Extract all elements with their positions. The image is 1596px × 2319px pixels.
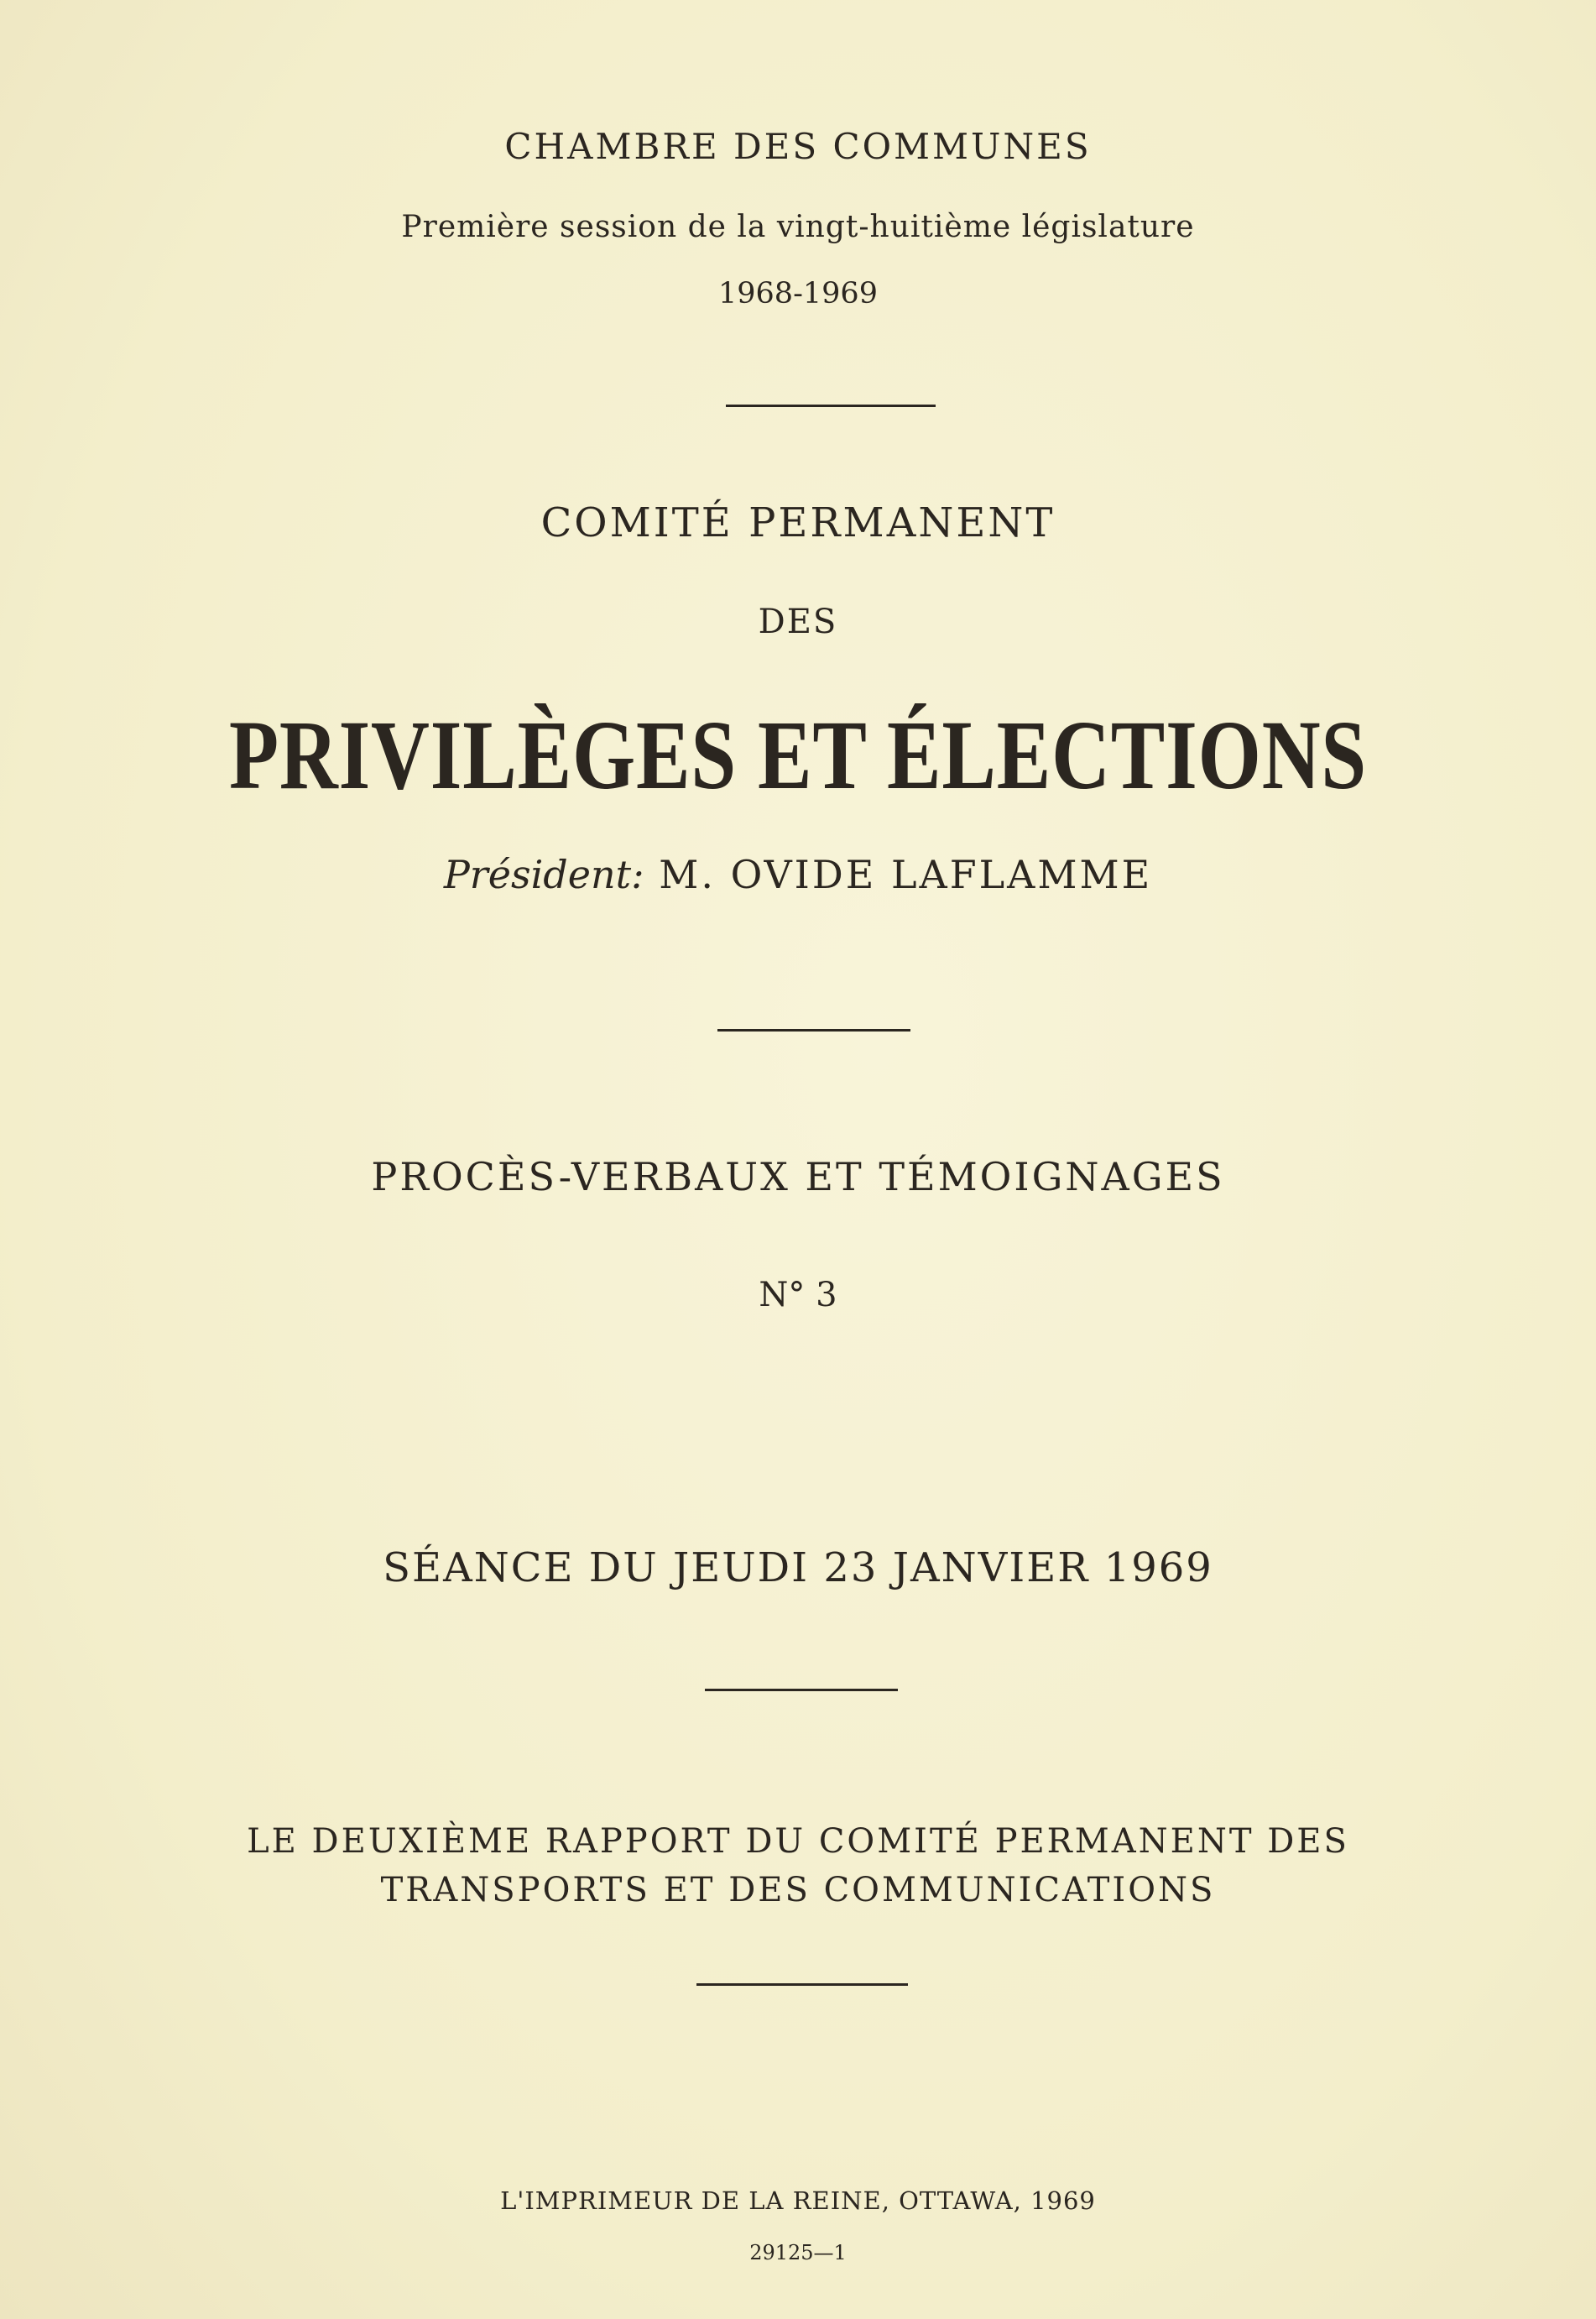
printer-imprint: L'IMPRIMEUR DE LA REINE, OTTAWA, 1969: [500, 2186, 1096, 2215]
president-line: [0, 852, 1596, 897]
house-name: CHAMBRE DES COMMUNES: [504, 126, 1092, 167]
sitting-date: SÉANCE DU JEUDI 23 JANVIER 1969: [383, 1544, 1213, 1591]
print-code: 29125—1: [749, 2241, 847, 2264]
report-line2: TRANSPORTS ET DES COMMUNICATIONS: [380, 1871, 1216, 1909]
divider: [705, 1689, 898, 1691]
committee-line2: DES: [758, 603, 838, 641]
report-line1: LE DEUXIÈME RAPPORT DU COMITÉ PERMANENT DES: [247, 1822, 1349, 1861]
session-years: 1968-1969: [718, 277, 878, 311]
report-title: [0, 1817, 1596, 1914]
president-label: Président:: [443, 852, 644, 897]
issue-number: N° 3: [759, 1276, 837, 1314]
committee-name: PRIVILÈGES ET ÉLECTIONS: [228, 700, 1368, 810]
proceedings-title: PROCÈS-VERBAUX ET TÉMOIGNAGES: [371, 1154, 1225, 1199]
divider: [726, 405, 936, 407]
divider: [717, 1029, 910, 1032]
divider: [696, 1983, 908, 1986]
president-name: M. OVIDE LAFLAMME: [659, 852, 1153, 897]
session-title: Première session de la vingt-huitième législature: [401, 210, 1195, 244]
committee-line1: COMITÉ PERMANENT: [540, 499, 1056, 546]
